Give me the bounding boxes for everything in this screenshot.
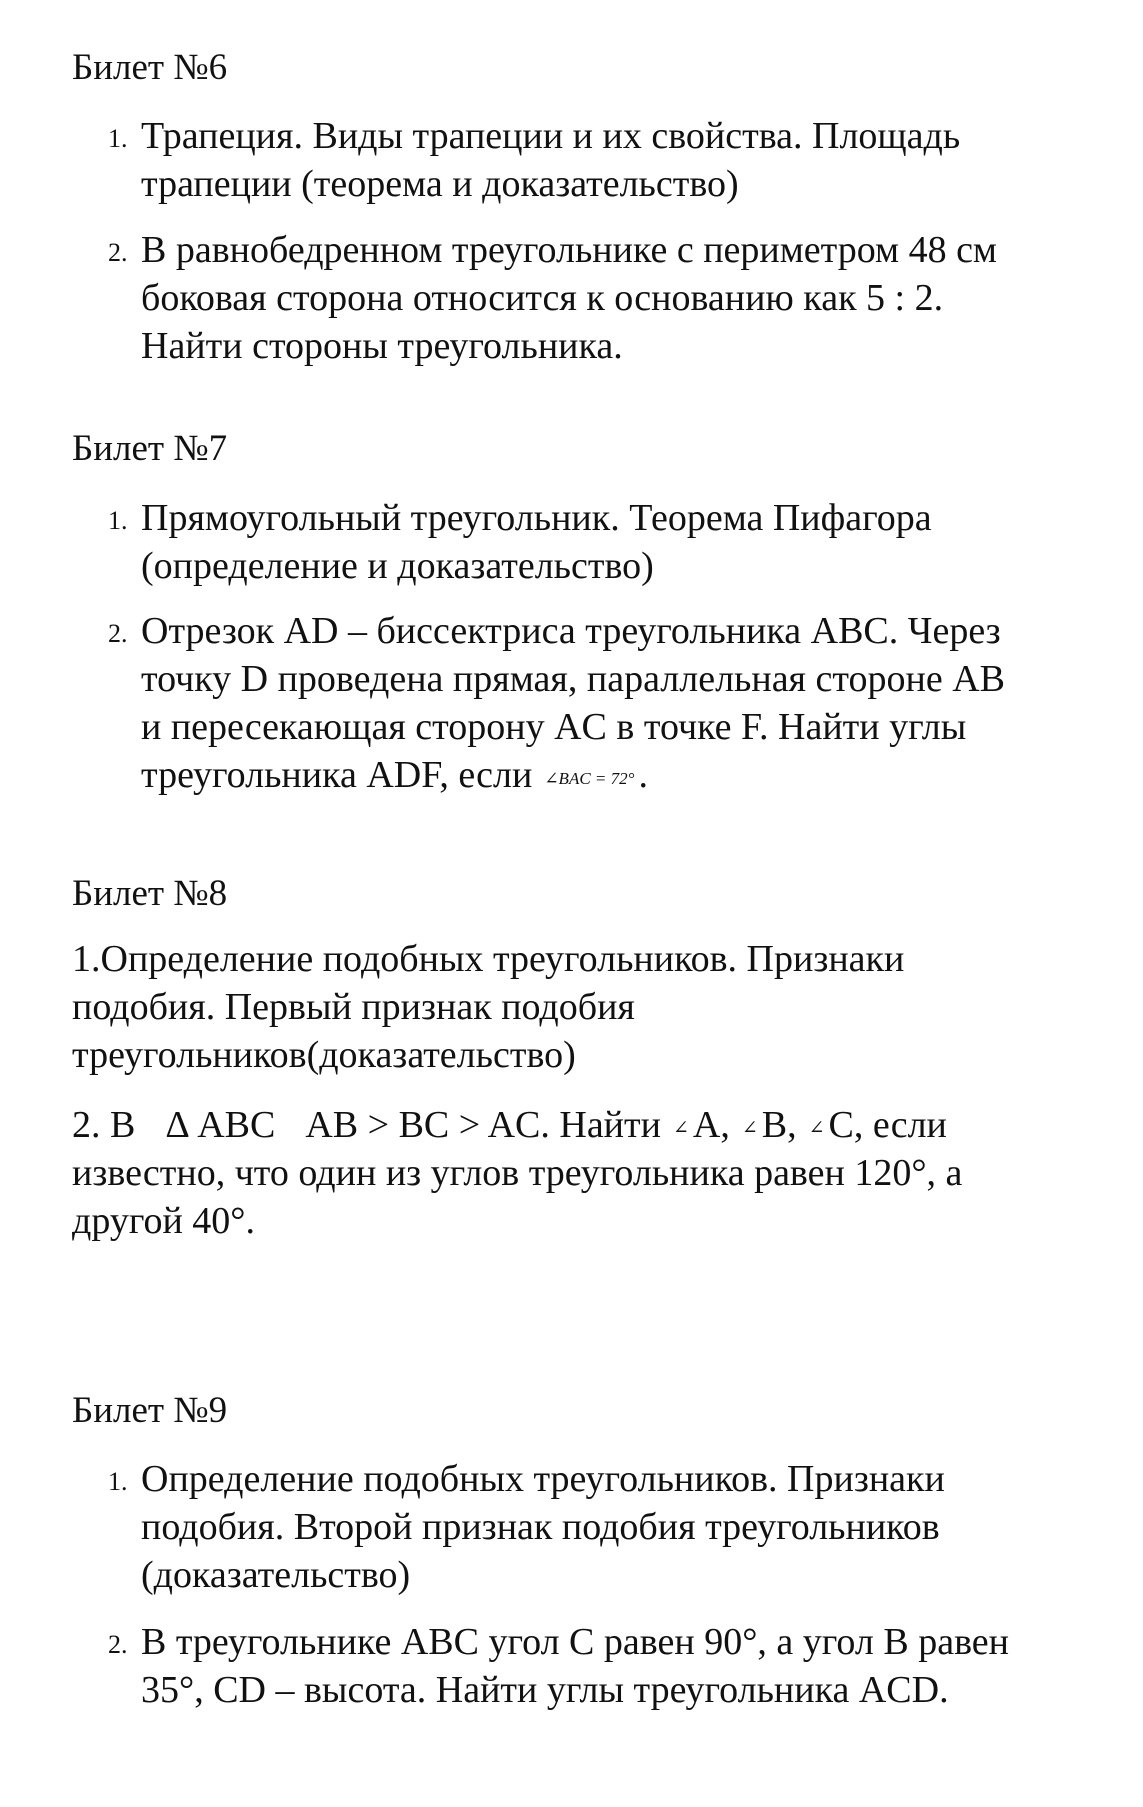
item-text-line — [141, 751, 1005, 799]
paragraph-line — [72, 1101, 1122, 1149]
item-text-line: В треугольнике ABC угол C равен 90°, а угол B равен — [141, 1621, 1009, 1663]
triangle-notation: Δ ABC — [165, 1104, 276, 1146]
item-text-line: Определение подобных треугольников. Признаки — [141, 1458, 945, 1500]
ticket-9-title: Билет №9 — [72, 1390, 228, 1431]
paragraph-line: подобия. Первый признак подобия — [72, 986, 635, 1028]
item-number: 1. — [108, 506, 128, 535]
item-text-line: Отрезок AD – биссектриса треугольника ABC. Через — [141, 610, 1001, 652]
item-text-line: (определение и доказательство) — [141, 545, 654, 587]
item-number: 2. — [108, 238, 128, 267]
angle-icon: ∠ — [741, 1118, 758, 1139]
paragraph-line: 1.Определение подобных треугольников. Признаки — [72, 938, 905, 980]
angle-b: B, — [761, 1104, 797, 1146]
item-number: 2. — [108, 1630, 128, 1659]
item-text-line: боковая сторона относится к основанию как 5 : 2. — [141, 277, 944, 319]
angle-formula: ∠BAC = 72° — [544, 769, 635, 788]
item-text-line: точку D проведена прямая, параллельная стороне AB — [141, 658, 1005, 700]
item-text: треугольника ADF, если — [141, 754, 533, 796]
paragraph-line: треугольников(доказательство) — [72, 1034, 576, 1076]
paragraph-line: другой 40°. — [72, 1200, 256, 1242]
item-text-line: Трапеция. Виды трапеции и их свойства. Площадь — [141, 115, 961, 157]
item-number: 2. — [108, 619, 128, 648]
ticket-8-title: Билет №8 — [72, 873, 228, 914]
item-text-line: 35°, CD – высота. Найти углы треугольника ACD. — [141, 1669, 949, 1711]
item-text-line: и пересекающая сторону AC в точке F. Найти углы — [141, 706, 967, 748]
item-number: 1. — [108, 124, 128, 153]
paragraph-text: 2. В — [72, 1104, 136, 1146]
angle-icon: ∠ — [672, 1118, 689, 1139]
ticket-6-title: Билет №6 — [72, 47, 228, 88]
angle-icon: ∠ — [808, 1118, 825, 1139]
item-text-line: В равнобедренном треугольнике с периметром 48 см — [141, 229, 997, 271]
paragraph-line: известно, что один из углов треугольника равен 120°, а — [72, 1152, 963, 1194]
ticket-8-paragraph-1 — [72, 935, 1122, 1079]
paragraph-text: AB > BC > AC. Найти — [305, 1104, 661, 1146]
item-text-line: подобия. Второй признак подобия треугольников — [141, 1506, 940, 1548]
item-text-line: Найти стороны треугольника. — [141, 325, 623, 367]
angle-a: A, — [692, 1104, 730, 1146]
item-text-end: . — [638, 754, 648, 796]
item-text-line: трапеции (теорема и доказательство) — [141, 163, 739, 205]
item-text-line: Прямоугольный треугольник. Теорема Пифагора — [141, 497, 932, 539]
ticket-8-paragraph-2 — [72, 1101, 1122, 1245]
angle-c: C, если — [828, 1104, 947, 1146]
item-number: 1. — [108, 1467, 128, 1496]
item-text-line: (доказательство) — [141, 1554, 411, 1596]
ticket-7-title: Билет №7 — [72, 428, 228, 469]
